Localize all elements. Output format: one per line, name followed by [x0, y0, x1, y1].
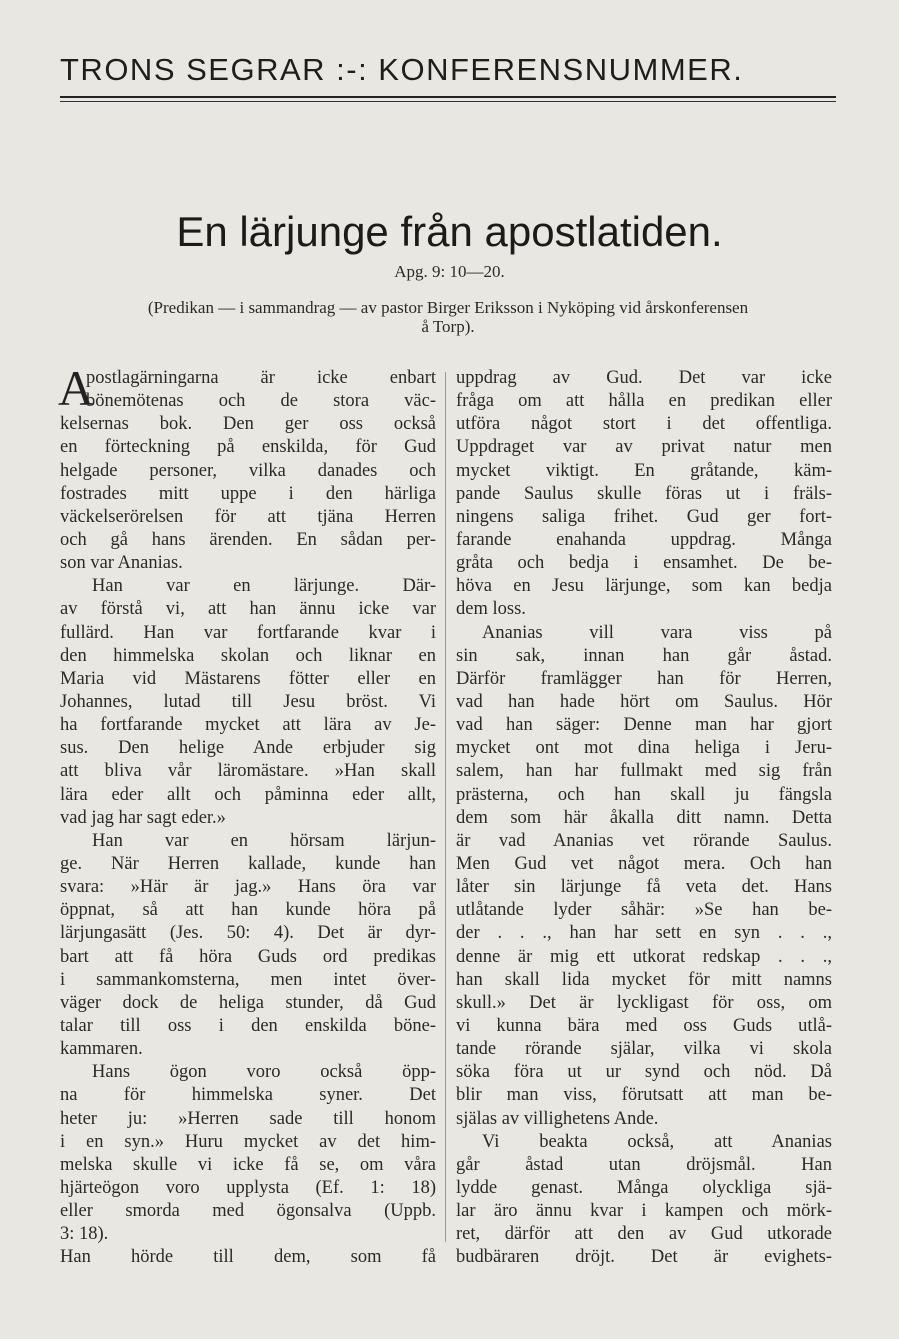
- scripture-reference: Apg. 9: 10—20.: [394, 262, 505, 281]
- header-rule-thin: [60, 101, 836, 102]
- text-line: bart att få höra Guds ord predikas: [60, 946, 436, 967]
- text-line: låter sin lärjunge få veta det. Hans: [456, 877, 832, 898]
- text-line: ha fortfarande mycket att lära av Je-: [60, 715, 436, 736]
- text-line: mycket ont mot dina heliga i Jeru-: [456, 738, 832, 759]
- text-line: mycket viktigt. En gråtande, käm-: [456, 460, 832, 481]
- text-line: hjärteögon voro upplysta (Ef. 1: 18): [60, 1177, 436, 1198]
- text-line: höva en Jesu lärjunge, som kan bedja: [456, 576, 832, 597]
- text-line: vi kunna bära med oss Guds utlå-: [456, 1015, 832, 1036]
- text-line: Vi beakta också, att Ananias: [482, 1131, 832, 1152]
- text-line: vad jag har sagt eder.»: [60, 807, 226, 828]
- text-line: Maria vid Mästarens fötter eller en: [60, 668, 436, 689]
- text-line: ret, därför att den av Gud utkorade: [456, 1224, 832, 1245]
- text-line: själas av villighetens Ande.: [456, 1108, 659, 1129]
- text-line: av förstå vi, att han ännu icke var: [60, 599, 436, 620]
- text-line: lära eder allt och påminna eder allt,: [60, 784, 436, 805]
- text-line: heter ju: »Herren sade till honom: [60, 1108, 436, 1129]
- text-line: talar till oss i den enskilda böne-: [60, 1015, 436, 1036]
- text-line: utföra något stort i det offentliga.: [456, 414, 832, 435]
- text-line: uppdrag av Gud. Det var icke: [456, 368, 832, 388]
- text-line: sin sak, innan han går åstad.: [456, 645, 832, 666]
- text-line: kammaren.: [60, 1039, 143, 1060]
- text-line: Han var en lärjunge. Där-: [92, 576, 436, 597]
- text-line: dem loss.: [456, 599, 526, 620]
- text-line: utlåtande lyder såhär: »Se han be-: [456, 900, 832, 921]
- text-line: svara: »Här är jag.» Hans öra var: [60, 877, 436, 898]
- text-line: Johannes, lutad till Jesu bröst. Vi: [60, 691, 436, 712]
- text-line: eller smorda med ögonsalva (Uppb.: [60, 1201, 436, 1222]
- text-line: söka föra ut ur synd och nöd. Då: [456, 1062, 832, 1083]
- text-line: lärjungasätt (Jes. 50: 4). Det är dyr-: [60, 923, 436, 944]
- text-line: lar äro ännu kvar i kampen och mörk-: [456, 1201, 832, 1222]
- text-line: att bliva vår läromästare. »Han skall: [60, 761, 436, 782]
- text-line: Han var en hörsam lärjun-: [92, 830, 436, 851]
- text-line: postlagärningarna är icke enbart: [86, 368, 436, 388]
- header-rule-thick: [60, 96, 836, 98]
- text-line: han skall lida mycket för mitt namns: [456, 969, 832, 990]
- drop-cap: A: [58, 360, 95, 416]
- text-line: vad han hade hört om Saulus. Hör: [456, 691, 832, 712]
- text-line: Men Gud vet något mera. Och han: [456, 853, 832, 874]
- text-line: lydde genast. Många olyckliga sjä-: [456, 1177, 832, 1198]
- text-line: ningens saliga frihet. Gud ger fort-: [456, 506, 832, 527]
- text-line: fostrades mitt uppe i den härliga: [60, 483, 436, 504]
- text-line: blir man viss, förutsatt att man be-: [456, 1085, 832, 1106]
- text-line: pande Saulus skulle föras ut i fräls-: [456, 483, 832, 504]
- text-line: väger dock de heliga stunder, då Gud: [60, 992, 436, 1013]
- text-line: tande rörande själar, vilka vi skola: [456, 1039, 832, 1060]
- text-line: väckelserörelsen för att tjäna Herren: [60, 506, 436, 527]
- text-line: skull.» Det är lyckligast för oss, om: [456, 992, 832, 1013]
- text-line: der . . ., han har sett en syn . . .,: [456, 923, 832, 944]
- text-line: Ananias vill vara viss på: [482, 622, 832, 643]
- text-line: går åstad utan dröjsmål. Han: [456, 1154, 832, 1175]
- text-line: är vad Ananias vet rörande Saulus.: [456, 830, 832, 851]
- text-line: prästerna, och han skall ju fängsla: [456, 784, 832, 805]
- text-line: fråga om att hålla en predikan eller: [456, 391, 832, 412]
- subtitle-line: å Torp).: [421, 317, 475, 336]
- text-line: och gå hans ärenden. En sådan per-: [60, 529, 436, 550]
- text-line: bönemötenas och de stora väc-: [86, 391, 436, 412]
- text-line: farande enahanda uppdrag. Många: [456, 529, 832, 550]
- subtitle-line: (Predikan — i sammandrag — av pastor Birger Eriksson i Nyköping vid årskonferensen: [147, 298, 749, 317]
- text-line: en förteckning på enskilda, för Gud: [60, 437, 436, 458]
- right-column: [456, 367, 832, 1269]
- text-line: vad han säger: Denne man har gjort: [456, 715, 832, 736]
- text-line: salem, han har fullmakt med sig från: [456, 761, 832, 782]
- text-line: kelsernas bok. Den ger oss också: [60, 414, 436, 435]
- text-line: öppnat, så att han kunde höra på: [60, 900, 436, 921]
- text-line: i en syn.» Huru mycket av det him-: [60, 1131, 436, 1152]
- text-line: melska skulle vi icke få se, om våra: [60, 1154, 436, 1175]
- text-line: den himmelska skolan och liknar en: [60, 645, 436, 666]
- text-line: helgade personer, vilka danades och: [60, 460, 436, 481]
- text-line: dem som här åkalla ditt namn. Detta: [456, 807, 832, 828]
- text-line: na för himmelska syner. Det: [60, 1085, 436, 1106]
- article-subtitle: [60, 298, 836, 336]
- text-line: ge. När Herren kallade, kunde han: [60, 853, 436, 874]
- text-line: Han hörde till dem, som få: [60, 1247, 436, 1268]
- text-line: fullärd. Han var fortfarande kvar i: [60, 622, 436, 643]
- text-line: 3: 18).: [60, 1224, 109, 1245]
- running-head: TRONS SEGRAR :-: KONFERENSNUMMER.: [60, 52, 744, 87]
- text-line: denne är mig ett utkorat redskap . . .,: [456, 946, 832, 967]
- text-line: Därför framlägger han för Herren,: [456, 668, 832, 689]
- text-line: gråta och bedja i ensamhet. De be-: [456, 553, 832, 574]
- column-divider: [445, 372, 446, 1242]
- text-line: Uppdraget var av privat natur men: [456, 437, 832, 458]
- left-column: [58, 360, 436, 1269]
- text-line: Hans ögon voro också öpp-: [92, 1062, 436, 1083]
- text-line: budbäraren dröjt. Det är evighets-: [456, 1247, 832, 1268]
- text-line: son var Ananias.: [60, 553, 183, 574]
- text-line: sus. Den helige Ande erbjuder sig: [60, 738, 436, 759]
- text-line: i sammankomsterna, men intet över-: [60, 969, 436, 990]
- article-title: En lärjunge från apostlatiden.: [176, 208, 723, 255]
